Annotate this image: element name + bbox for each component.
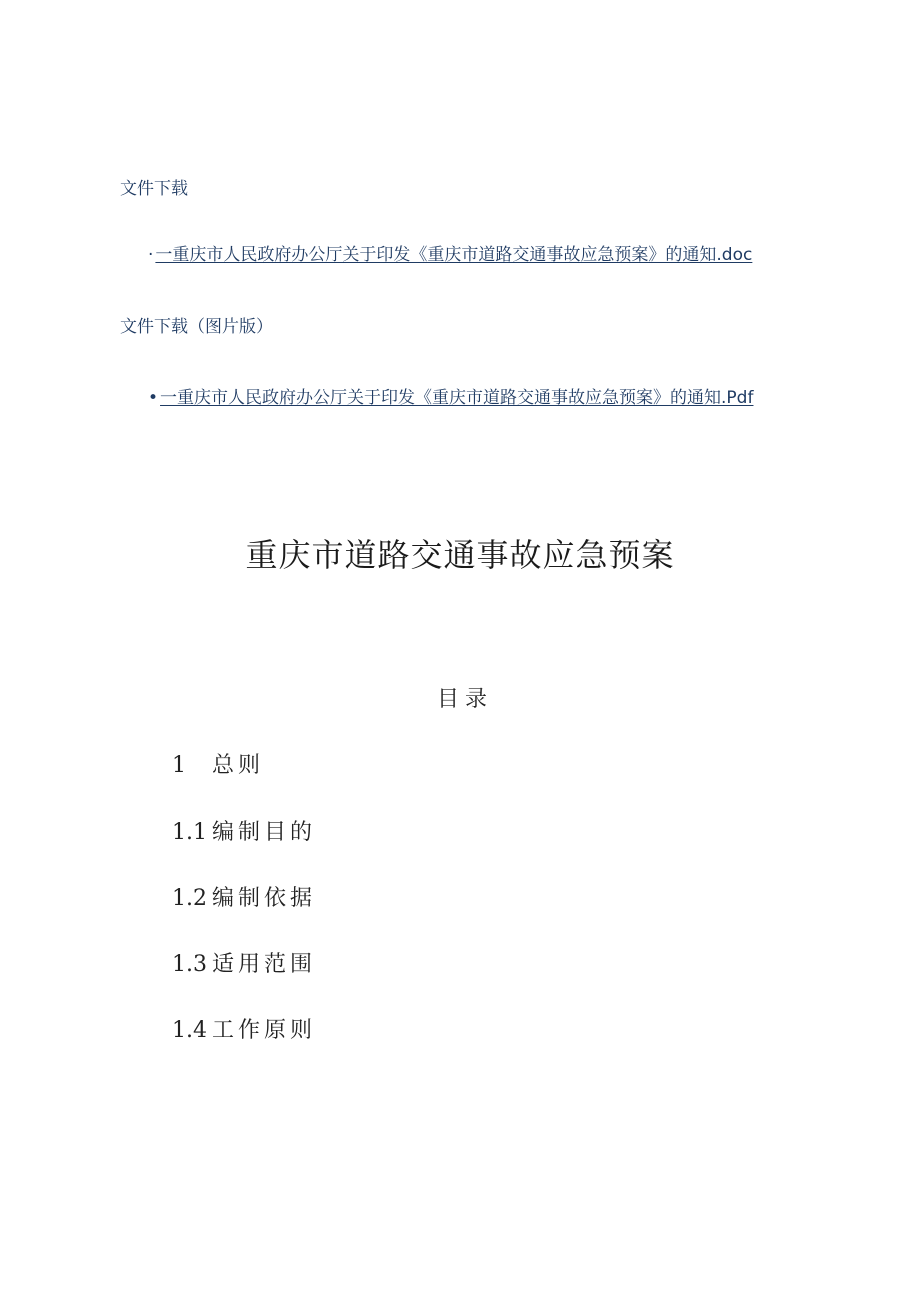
toc-item-label: 适用范围	[212, 952, 317, 977]
toc-item-label: 工作原则	[212, 1018, 317, 1043]
toc-item-number: 1.1	[172, 820, 207, 845]
toc-item-number: 1.2	[172, 886, 207, 911]
bullet-icon: •	[148, 388, 159, 408]
document-title: 重庆市道路交通事故应急预案	[245, 536, 675, 574]
toc-item	[172, 748, 264, 779]
toc-item	[172, 881, 316, 912]
toc-item-label: 编制目的	[212, 820, 317, 845]
bullet-icon: ·	[148, 245, 154, 265]
toc-title: 目录	[436, 687, 493, 712]
toc-item	[172, 1013, 316, 1044]
toc-item	[172, 815, 316, 846]
toc-item	[172, 947, 316, 978]
download-item-pdf	[148, 383, 753, 408]
toc-item-label: 总则	[212, 753, 265, 778]
download-link-doc[interactable]: 一重庆市人民政府办公厅关于印发《重庆市道路交通事故应急预案》的通知.doc	[155, 245, 753, 265]
toc-item-label: 编制依据	[212, 886, 317, 911]
download-link-pdf[interactable]: 一重庆市人民政府办公厅关于印发《重庆市道路交通事故应急预案》的通知.Pdf	[160, 388, 754, 408]
download-item-doc	[148, 240, 752, 265]
toc-item-number: 1.3	[172, 952, 207, 977]
toc-item-number: 1	[172, 753, 186, 778]
toc-item-number: 1.4	[172, 1018, 207, 1043]
download-image-section-heading: 文件下载（图片版）	[120, 317, 273, 337]
download-section-heading: 文件下载	[120, 179, 188, 199]
